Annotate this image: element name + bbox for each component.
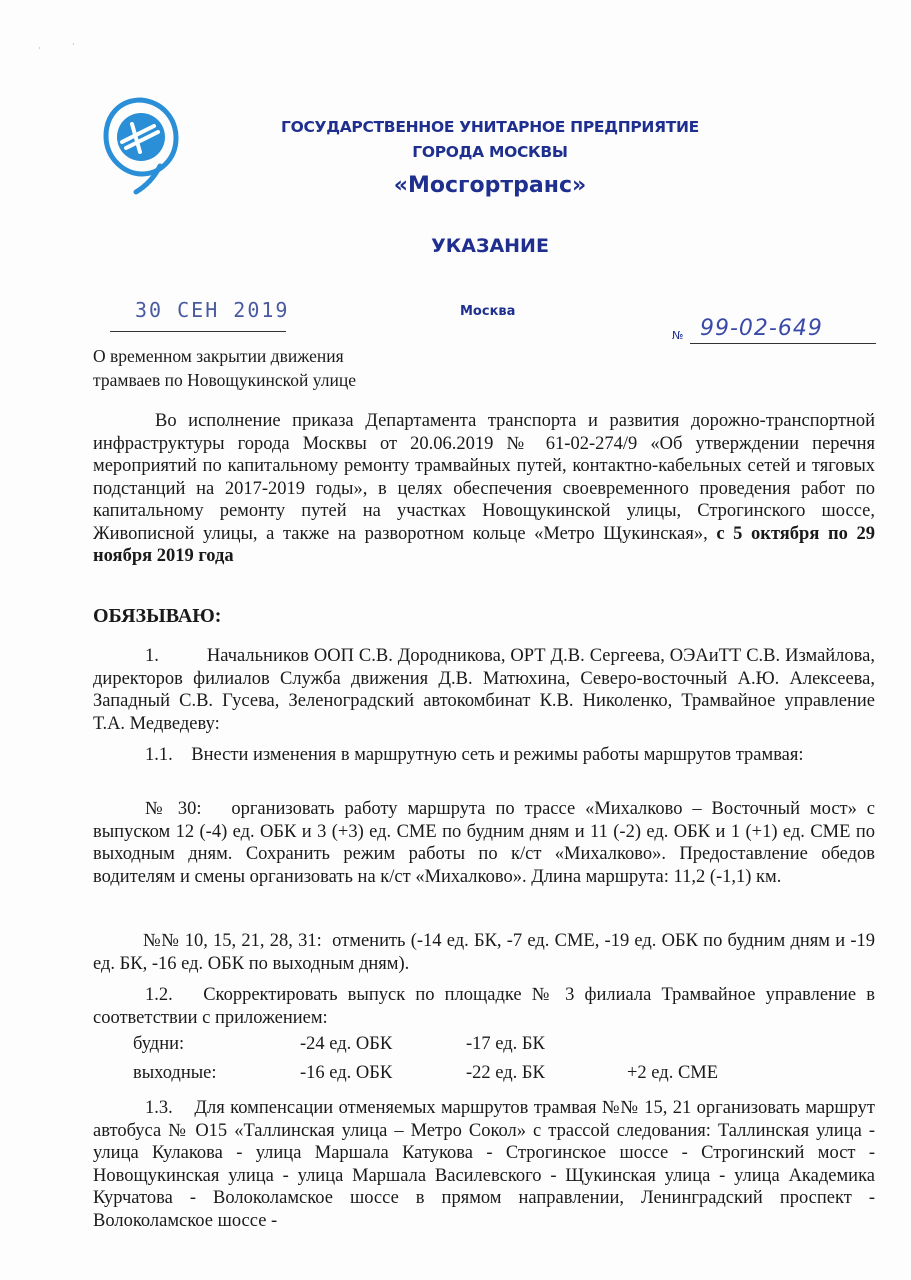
intro-text: Во исполнение приказа Департамента транспорта и развития дорожно-транспортной инфраструктуры города Москвы от 20.06.2019 № 61-02-274/9 «Об утверждении перечня мероприятий по капитальному ремонту трамвайных путей, контактно-кабельных сетей и тяговых подстанций на 2017-2019 годы», в целях обеспечения своевременного проведения работ по капитальному ремонту путей на участках Новощукинской улицы, Строгинского шоссе, Живописной улицы, а также на разворотном кольце «Метро Щукинская», — [93, 411, 875, 544]
item-1-1-num: 1.1. — [145, 745, 173, 765]
document-number: 99-02-649 — [700, 316, 823, 341]
route-30 — [93, 798, 875, 888]
date-stamp: 30 СЕН 2019 — [135, 298, 290, 322]
intro-period: с 5 октября по 29 ноября 2019 года — [93, 523, 875, 566]
release-value-obk: -16 ед. ОБК — [300, 1063, 393, 1083]
org-name: «Мосгортранс» — [393, 173, 587, 198]
org-title-line2: ГОРОДА МОСКВЫ — [412, 143, 568, 161]
routes-other-text: отменить (-14 ед. БК, -7 ед. СМЕ, -19 ед. ОБК по будним дням и -19 ед. БК, -16 ед. ОБК по выходным дням). — [93, 931, 875, 974]
item-1-text: Начальников ООП С.В. Дородникова, ОРТ Д.В. Сергеева, ОЭАиТТ С.В. Измайлова, директоров филиалов Служба движения Д.В. Матюхина, Северо-восточный А.Ю. Алексеева, Западный С.В. Гусева, Зеленоградский автокомбинат К.В. Николенко, Трамвайное управление Т.А. Медведеву: — [93, 646, 875, 734]
release-label: выходные: — [133, 1063, 217, 1083]
item-1-1-text: Внести изменения в маршрутную сеть и режимы работы маршрутов трамвая: — [191, 745, 804, 765]
release-label: будни: — [133, 1034, 185, 1054]
item-1-3 — [93, 1097, 875, 1232]
item-1-2-num: 1.2. — [145, 985, 173, 1005]
routes-other-num: №№ 10, 15, 21, 28, 31: — [143, 931, 322, 951]
city: Москва — [460, 304, 516, 319]
route-30-num: № 30: — [145, 799, 202, 819]
number-underline — [690, 343, 876, 344]
subject-line2: трамваев по Новощукинской улице — [93, 370, 356, 390]
obligate-heading: ОБЯЗЫВАЮ: — [93, 605, 222, 627]
routes-other — [93, 930, 875, 975]
subject-line1: О временном закрытии движения — [93, 346, 344, 366]
org-title-line1: ГОСУДАРСТВЕННОЕ УНИТАРНОЕ ПРЕДПРИЯТИЕ — [281, 118, 699, 136]
item-1-3-num: 1.3. — [145, 1098, 173, 1118]
scan-artifact: · — [38, 44, 41, 53]
scan-artifact: · — [72, 40, 75, 49]
release-row-weekdays — [0, 1034, 911, 1060]
release-value-obk: -24 ед. ОБК — [300, 1034, 393, 1054]
intro-paragraph — [93, 410, 875, 568]
document-type: УКАЗАНИЕ — [431, 235, 549, 257]
release-value-bk: -17 ед. БК — [466, 1034, 545, 1054]
item-1-3-text: Для компенсации отменяемых маршрутов трамвая №№ 15, 21 организовать маршрут автобуса № О15 «Таллинская улица – Метро Сокол» с трассой следования: Таллинская улица - улица Кулакова - улица Маршала Катукова - Строгинское шоссе - Строгинский мост - Новощукинская улица - улица Маршала Василевского - Щукинская улица - улица Академика Курчатова - Волоколамское шоссе в прямом направлении, Ленинградский проспект - Волоколамское шоссе - — [93, 1098, 875, 1231]
date-underline — [110, 331, 286, 332]
item-1-num: 1. — [145, 646, 159, 666]
item-1-2 — [93, 984, 875, 1029]
number-label: № — [672, 329, 684, 342]
item-1 — [93, 645, 875, 735]
route-30-text: организовать работу маршрута по трассе «Михалково – Восточный мост» с выпуском 12 (-4) ед. ОБК и 3 (+3) ед. СМЕ по будним дням и 11 (-2) ед. ОБК и 1 (+1) ед. СМЕ по выходным дням. Сохранить режим работы по к/ст «Михалково». Предоставление обедов водителям и смены организовать на к/ст «Михалково». Длина маршрута: 11,2 (-1,1) км. — [93, 799, 875, 887]
release-row-weekends — [0, 1063, 911, 1089]
subject — [93, 344, 356, 392]
release-value-sme: +2 ед. СМЕ — [627, 1063, 719, 1083]
item-1-1 — [93, 744, 875, 767]
mosgortrans-logo-icon — [102, 96, 180, 196]
release-value-bk: -22 ед. БК — [466, 1063, 545, 1083]
item-1-2-text: Скорректировать выпуск по площадке № 3 филиала Трамвайное управление в соответствии с приложением: — [93, 985, 876, 1028]
